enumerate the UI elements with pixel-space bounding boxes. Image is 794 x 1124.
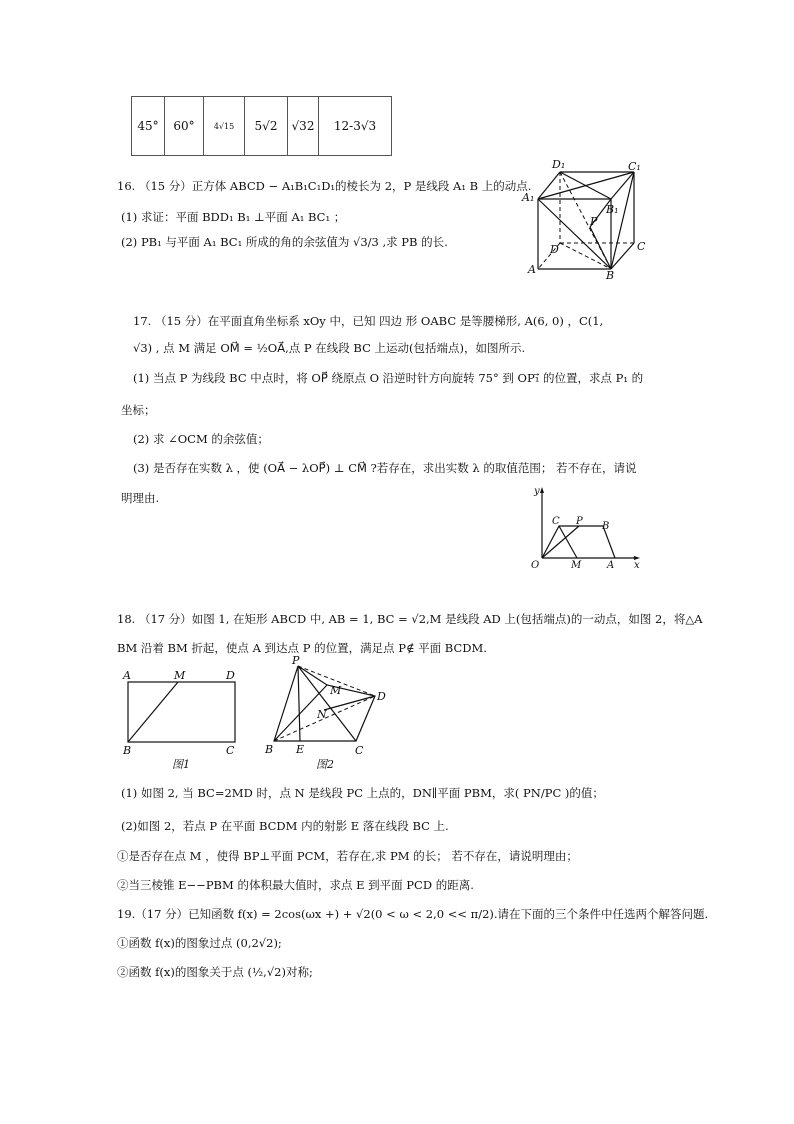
q18-part2-ii: ②当三棱锥 E−−PBM 的体积最大值时，求点 E 到平面 PCD 的距离.	[117, 878, 474, 892]
label-D: D	[550, 243, 559, 256]
q16-stem: 16. （15 分）正方体 ABCD − A₁B₁C₁D₁的棱长为 2，P 是线段 A₁ B 上的动点.	[117, 179, 532, 193]
fig1-caption: 图1	[172, 758, 190, 771]
q17-part1-cont: 坐标；	[121, 403, 156, 417]
label-x: x	[634, 560, 640, 571]
table-cell: 12-3√3	[319, 97, 392, 156]
label-M: M	[174, 669, 186, 682]
label-O: O	[531, 560, 540, 571]
label-D: D	[377, 690, 386, 703]
label-y: y	[534, 486, 540, 497]
q17-stem-2: √3) , 点 M 满足 OM⃗ = ½OA⃗,点 P 在线段 BC 上运动(包括端点)，如图所示.	[133, 341, 526, 355]
q17-part1: (1) 当点 P 为线段 BC 中点时，将 OP⃗ 绕原点 O 沿逆时针方向旋转 75° 到 OP₁⃗ 的位置，求点 P₁ 的	[133, 371, 644, 385]
label-C: C	[552, 516, 560, 527]
label-M: M	[330, 684, 342, 697]
q17-part3-cont: 明理由.	[121, 491, 160, 505]
q17-stem-1: 17. （15 分）在平面直角坐标系 xOy 中，已知 四边 形 OABC 是等腰梯形, A(6, 0) ，C(1,	[133, 314, 604, 328]
label-B: B	[123, 744, 132, 757]
label-P: P	[576, 516, 583, 527]
fig2-caption: 图2	[316, 758, 334, 771]
label-C: C	[355, 744, 364, 757]
q18-part2: (2)如图 2，若点 P 在平面 BCDM 内的射影 E 落在线段 BC 上.	[121, 819, 449, 833]
table-cell: 5√2	[245, 97, 288, 156]
q19-cond2: ②函数 f(x)的图象关于点 (½,√2)对称;	[117, 965, 313, 979]
q19-cond1: ①函数 f(x)的图象过点 (0,2√2);	[117, 936, 282, 950]
label-B: B	[265, 743, 274, 756]
label-A: A	[528, 263, 536, 276]
label-D1: D₁	[552, 158, 566, 171]
table-cell: 4√15	[204, 97, 245, 156]
q18-part1: (1) 如图 2, 当 BC=2MD 时，点 N 是线段 PC 上点的，DN∥平面 PBM，求( PN/PC )的值；	[121, 786, 604, 800]
answer-table	[131, 96, 392, 156]
table-cell: 45°	[132, 97, 165, 156]
label-A: A	[607, 560, 615, 571]
label-M: M	[571, 560, 582, 571]
label-A1: A₁	[522, 191, 535, 204]
q16-part2: (2) PB₁ 与平面 A₁ BC₁ 所成的角的余弦值为 √3/3 ,求 PB 的长.	[121, 235, 448, 249]
q18-part2-i: ①是否存在点 M ，使得 BP⊥平面 PCM，若存在,求 PM 的长； 若不存在，请说明理由；	[117, 849, 578, 863]
folded-figure-2	[260, 654, 400, 774]
trapezoid-figure	[525, 484, 645, 574]
q17-part3: (3) 是否存在实数 λ ，使 (OA⃗ − λOP⃗) ⊥ CM⃗ ?若存在，求出实数 λ 的取值范围； 若不存在，请说	[133, 461, 637, 475]
label-D: D	[226, 669, 235, 682]
cube-figure	[518, 155, 648, 280]
table-cell: √32	[288, 97, 319, 156]
q18-stem-1: 18. （17 分）如图 1, 在矩形 ABCD 中, AB = 1, BC = √2,M 是线段 AD 上(包括端点)的一动点，如图 2，将△A	[117, 612, 703, 626]
label-P: P	[292, 654, 300, 667]
label-C: C	[226, 744, 235, 757]
label-B: B	[606, 269, 615, 280]
label-P: P	[590, 215, 598, 228]
q16-part1: (1) 求证：平面 BDD₁ B₁ ⊥平面 A₁ BC₁ ；	[121, 210, 346, 224]
label-N: N	[317, 708, 327, 721]
label-B1: B₁	[606, 203, 619, 216]
label-C1: C₁	[628, 160, 641, 173]
q18-stem-2: BM 沿着 BM 折起，使点 A 到达点 P 的位置，满足点 P∉ 平面 BCDM.	[117, 641, 487, 655]
q17-part2: (2) 求 ∠OCM 的余弦值；	[133, 432, 269, 446]
label-C: C	[637, 240, 646, 253]
rectangle-figure-1	[118, 668, 248, 773]
label-B: B	[602, 521, 610, 532]
q19-stem: 19.（17 分）已知函数 f(x) = 2cos(ωx +) + √2(0 < ω < 2,0 << π/2).请在下面的三个条件中任选两个解答问题.	[117, 907, 709, 921]
table-cell: 60°	[165, 97, 204, 156]
label-E: E	[296, 743, 305, 756]
label-A: A	[123, 669, 131, 682]
